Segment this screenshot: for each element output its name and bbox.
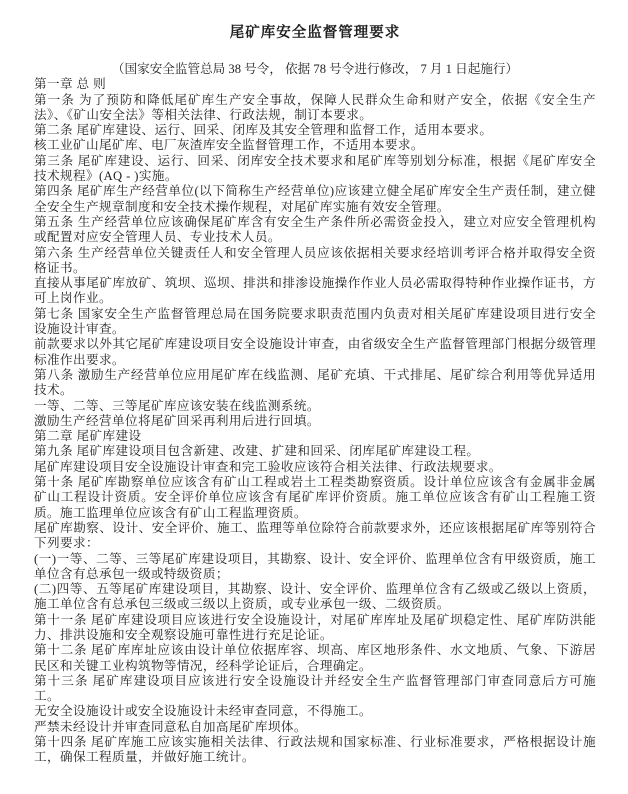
paragraph: 第三条 尾矿库建设、运行、回采、闭库安全技术要求和尾矿库等别划分标准，根据《尾矿库安全技术规程》(AQ - )实施。	[34, 153, 596, 184]
paragraph: 第二条 尾矿库建设、运行、回采、闭库及其安全管理和监督工作，适用本要求。	[34, 123, 493, 138]
paragraph: (一)一等、二等、三等尾矿库建设项目，其勘察、设计、安全评价、监理单位含有甲级资质，施工单位含有总承包一级或特级资质；	[34, 551, 596, 581]
paragraph: 第八条 激励生产经营单位应用尾矿库在线监测、尾矿充填、干式排尾、尾矿综合利用等优异适用技术。	[34, 367, 596, 398]
document-title: 尾矿库安全监督管理要求	[229, 25, 401, 41]
paragraph: 第四条 尾矿库生产经营单位(以下简称生产经营单位)应该建立健全尾矿库安全生产责任制，建立健全安全生产规章制度和安全技术操作规程，对尾矿库实施有效安全管理。	[34, 184, 596, 214]
chapter-heading: 第二章 尾矿库建设	[34, 429, 142, 444]
paragraph: 第十条 尾矿库勘察单位应该含有矿山工程或岩土工程类勘察资质。设计单位应该含有金属非金属矿山工程设计资质。安全评价单位应该含有尾矿库评价资质。施工单位应该含有矿山工程施工资质。施工监理单位应该含有矿山工程监理资质。	[34, 475, 596, 520]
document-subtitle: （国家安全监管总局 38 号令， 依据 78 号令进行修改， 7 月 1 日起施行）	[111, 62, 519, 76]
paragraph: (二)四等、五等尾矿库建设项目，其勘察、设计、安全评价、监理单位含有乙级或乙级以上资质，施工单位含有总承包三级或三级以上资质，或专业承包一级、二级资质。	[34, 582, 596, 612]
paragraph: 第六条 生产经营单位关键责任人和安全管理人员应该依据相关要求经培训考评合格并取得安全资格证书。	[34, 245, 596, 275]
paragraph: 一等、二等、三等尾矿库应该安装在线监测系统。	[34, 398, 320, 413]
paragraph: 直接从事尾矿库放矿、筑坝、巡坝、排洪和排渗设施操作作业人员必需取得特种作业操作证书，方可上岗作业。	[34, 276, 596, 306]
paragraph: 核工业矿山尾矿库、电厂灰渣库安全监督管理工作，不适用本要求。	[34, 138, 424, 153]
paragraph: 第十二条 尾矿库库址应该由设计单位依据库容、坝高、库区地形条件、水文地质、气象、下游居民区和关键工业构筑物等情况，经科学论证后，合理确定。	[34, 643, 596, 673]
paragraph: 第十一条 尾矿库建设项目应该进行安全设施设计，对尾矿库库址及尾矿坝稳定性、尾矿库防洪能力、排洪设施和安全观察设施可靠性进行充足论证。	[34, 612, 596, 642]
paragraph: 前款要求以外其它尾矿库建设项目安全设施设计审查，由省级安全生产监督管理部门根据分级管理标准作出要求。	[34, 337, 596, 367]
paragraph: 严禁未经设计并审查同意私自加高尾矿库坝体。	[34, 719, 307, 734]
document-body	[34, 77, 596, 765]
paragraph: 第十四条 尾矿库施工应该实施相关法律、行政法规和国家标准、行业标准要求，严格根据设计施工，确保工程质量，并做好施工统计。	[34, 735, 596, 765]
paragraph: 第七条 国家安全生产监督管理总局在国务院要求职责范围内负责对相关尾矿库建设项目进行安全设施设计审查。	[34, 306, 596, 337]
paragraph: 第十三条 尾矿库建设项目应该进行安全设施设计并经安全生产监督管理部门审查同意后方可施工。	[34, 673, 596, 704]
paragraph: 尾矿库建设项目安全设施设计审查和完工验收应该符合相关法律、行政法规要求。	[34, 459, 502, 474]
paragraph: 尾矿库勘察、设计、安全评价、施工、监理等单位除符合前款要求外，还应该根据尾矿库等别符合下列要求：	[34, 520, 596, 551]
paragraph: 无安全设施设计或安全设施设计未经审查同意，不得施工。	[34, 704, 372, 719]
paragraph: 第五条 生产经营单位应该确保尾矿库含有安全生产条件所必需资金投入，建立对应安全管理机构或配置对应安全管理人员、专业技术人员。	[34, 214, 596, 245]
paragraph: 第九条 尾矿库建设项目包含新建、改建、扩建和回采、闭库尾矿库建设工程。	[34, 444, 480, 459]
paragraph: 第一条 为了预防和降低尾矿库生产安全事故，保障人民群众生命和财产安全，依据《安全生产法》、《矿山安全法》等相关法律、行政法规，制订本要求。	[34, 92, 596, 122]
chapter-heading: 第一章 总 则	[34, 77, 107, 92]
paragraph: 激励生产经营单位将尾矿回采再利用后进行回填。	[34, 413, 320, 428]
